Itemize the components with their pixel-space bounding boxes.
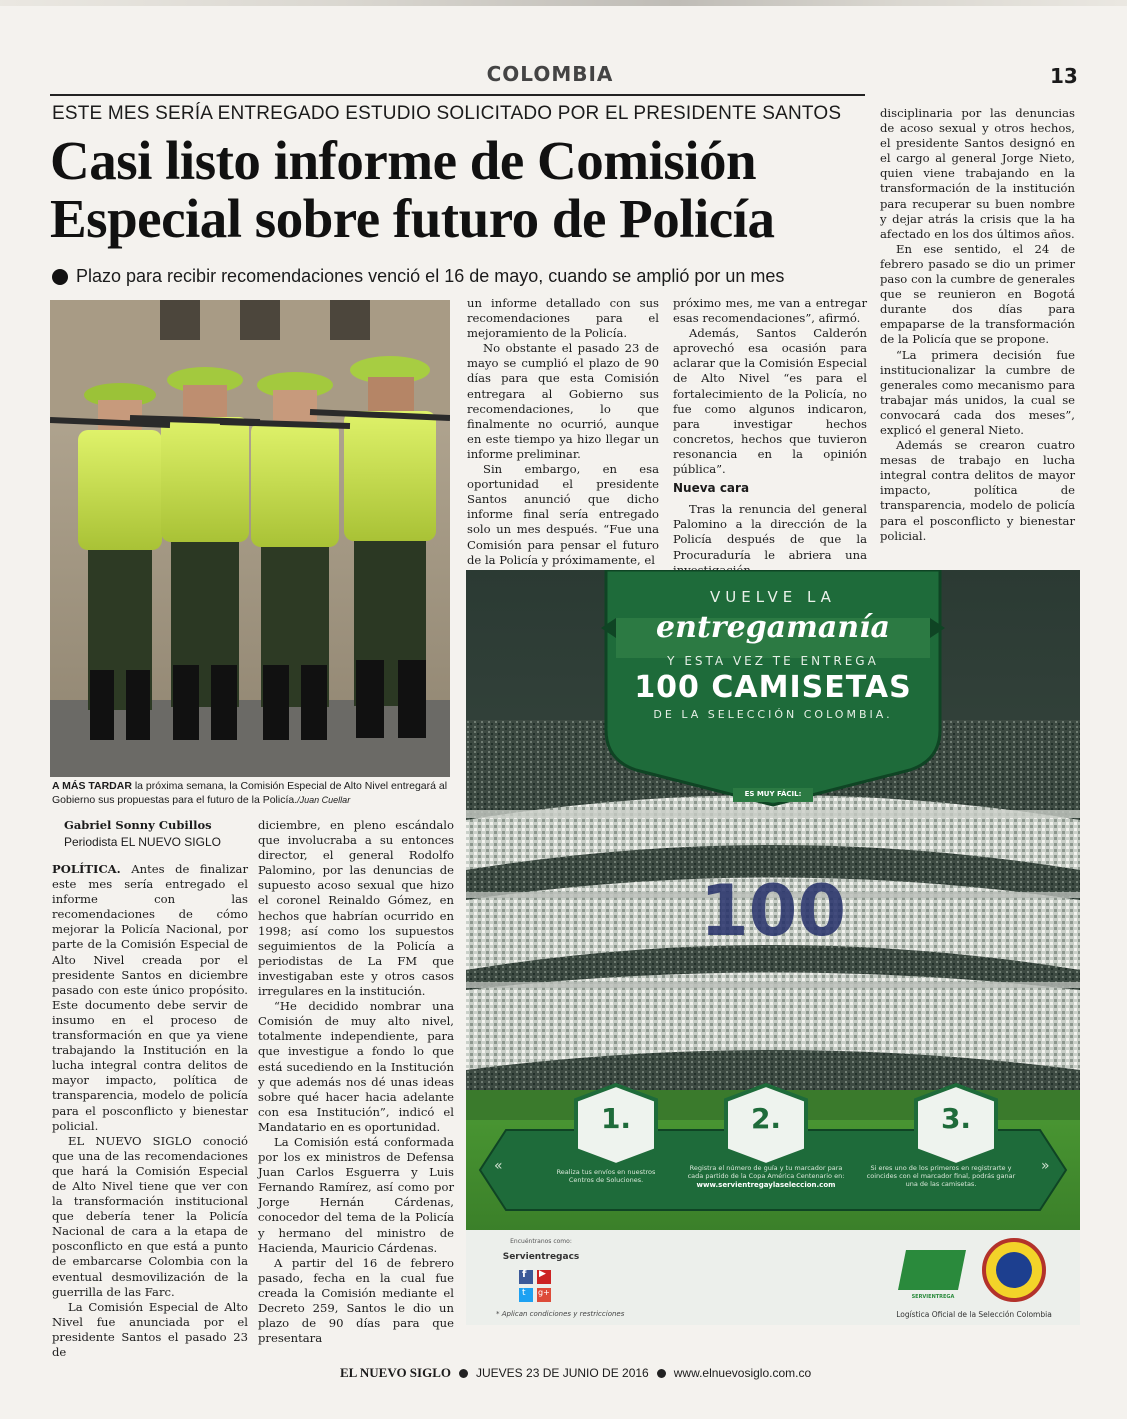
step-2-number: 2. — [750, 1102, 782, 1135]
article-column-2 — [258, 818, 454, 1346]
servientrega-logo: SERVIENTREGA — [911, 1294, 955, 1300]
social-handle: Servientregacs — [502, 1252, 580, 1262]
paragraph: EL NUEVO SIGLO conoció que una de las recomendaciones que hará la Comisión Especial de Alto Nivel tiene que ver con la transformación institucional que debería tener la Policía Nacional de cara a la etapa de posconflicto en que está a punto de embarcarse Colombia con la eventual desmovilización de la guerrilla de las Farc. — [52, 1133, 248, 1299]
paragraph: “He decidido nombrar una Comisión de muy alto nivel, totalmente independiente, para que investigue a fondo lo que está sucediendo en la Institución y que además nos dé unas ideas sobre qué hacer hacia adelante con esa Institución”, indicó el Mandatario en es oportunidad. — [258, 999, 454, 1134]
servientrega-advertisement — [466, 570, 1080, 1325]
article-column-3 — [467, 296, 659, 568]
chevron-right-icon: » — [1041, 1158, 1050, 1174]
paragraph: próximo mes, me van a entregar esas recomendaciones”, afirmó. — [673, 296, 867, 326]
article-headline — [50, 132, 870, 248]
fine-print: * Aplican condiciones y restricciones — [496, 1310, 625, 1318]
article-column-4 — [673, 296, 867, 578]
headline-line-2: Especial sobre futuro de Policía — [50, 188, 775, 249]
article-kicker: ESTE MES SERÍA ENTREGADO ESTUDIO SOLICITADO POR EL PRESIDENTE SANTOS — [52, 103, 842, 124]
paragraph: Sin embargo, en esa oportunidad el presidente Santos anunció que dicho informe final sería entregado solo un mes después. “Fue una Comisión para pensar el futuro de la Policía y próximamente, el — [467, 462, 659, 567]
photo-credit: /Juan Cuellar — [297, 794, 351, 805]
section-name: COLOMBIA — [486, 62, 614, 86]
paragraph: A partir del 16 de febrero pasado, fecha en la cual fue creada la Comisión mediante el Decreto 259, Santos le dio un plazo de 90 días para que presentara — [258, 1255, 454, 1346]
ad-line-4: 100 CAMISETAS — [634, 670, 912, 705]
paragraph: En ese sentido, el 24 de febrero pasado se dio un primer paso con la cumbre de generales que se reunieron en Bogotá durante dos días para empaparse de la transformación de la Policía que se propone. — [880, 241, 1075, 347]
step-1-text: Realiza tus envíos en nuestros Centros de Soluciones. — [556, 1168, 656, 1184]
caption-text: la próxima semana, la Comisión Especial de Alto Nivel entregará al Gobierno sus propuestas para el futuro de la Policía. — [52, 780, 448, 806]
page-footer — [340, 1365, 900, 1381]
subhead-text: Plazo para recibir recomendaciones venció el 16 de mayo, cuando se amplió por un mes — [76, 266, 785, 286]
paragraph: “La primera decisión fue institucionalizar la cumbre de generales como mecanismo para trabajar más unidos, la cual se convocará cada dos meses”, explicó el general Nieto. — [880, 347, 1075, 437]
paragraph: un informe detallado con sus recomendaciones para el mejoramiento de la Policía. — [467, 296, 659, 341]
step-2-url[interactable]: www.servientregaylaseleccion.com — [696, 1181, 836, 1189]
ad-line-5: DE LA SELECCIÓN COLOMBIA. — [653, 708, 893, 721]
step-3-number: 3. — [940, 1102, 972, 1135]
step-2-text: Registra el número de guía y tu marcador para cada partido de la Copa América Centenario en: — [687, 1164, 845, 1180]
paragraph: La Comisión está conformada por los ex ministros de Defensa Juan Carlos Esguerra y Luis Fernando Ramírez, así como por Jorge Hernán Cárdenas, conocedor del tema de la Policía y hermano del ministro de Hacienda, Mauricio Cárdenas. — [258, 1134, 454, 1255]
section-subheading: Nueva cara — [673, 481, 750, 496]
header-rule — [50, 94, 865, 96]
page-number: 13 — [1050, 64, 1078, 88]
paragraph: Además, Santos Calderón aprovechó esa ocasión para aclarar que la Comisión Especial de Alto Nivel “es para el fortalecimiento de la Policía, no fue como algunos indicaron, para investigar hechos concretos, hechos que tuvieron resonancia en la opinión pública”. — [673, 326, 867, 477]
footer-date: JUEVES 23 DE JUNIO DE 2016 — [476, 1366, 649, 1380]
social-pre: Encuéntranos como: — [510, 1238, 572, 1245]
twitter-icon[interactable]: t — [522, 1288, 526, 1298]
photo-illustration — [50, 300, 450, 777]
caption-lead: A MÁS TARDAR — [52, 780, 132, 792]
googleplus-icon[interactable]: g+ — [538, 1288, 550, 1297]
paragraph: La Comisión Especial de Alto Nivel fue anunciada por el presidente Santos el pasado 23 de — [52, 1299, 248, 1359]
chevron-left-icon: « — [494, 1158, 503, 1174]
youtube-icon[interactable]: ▶ — [539, 1269, 546, 1279]
police-parade-photo — [50, 300, 450, 777]
paragraph: No obstante el pasado 23 de mayo se cumplió el plazo de 90 días para que esta Comisión entregara al Gobierno sus recomendaciones, lo que finalmente no ocurrió, aunque en este tiempo ya hizo llegar un informe preliminar. — [467, 341, 659, 461]
easy-label: ES MUY FÁCIL: — [744, 790, 802, 798]
bullet-icon — [52, 269, 68, 285]
paragraph: Tras la renuncia del general Palomino a la dirección de la Policía después de que la Procuraduría le abriera una — [673, 502, 867, 562]
footer-url[interactable]: www.elnuevosiglo.com.co — [673, 1366, 812, 1380]
ad-line-2: entregamanía — [656, 610, 890, 645]
byline-name: Gabriel Sonny Cubillos — [64, 818, 212, 832]
step-3-text: Si eres uno de los primeros en registrarte y coincides con el marcador final, podrás ganar una de las camisetas. — [866, 1164, 1016, 1188]
paragraph: disciplinaria por las denuncias de acoso sexual y otros hechos, el presidente Santos designó en el cargo al general Jorge Nieto, quien viene trabajando en la transformación de la institución para recuperar su buen nombre y dejar atrás la crisis que la ha afectado en los dos últimos años. — [880, 106, 1075, 241]
headline-line-1: Casi listo informe de Comisión — [50, 130, 757, 191]
paragraph: Además se crearon cuatro mesas de trabajo en lucha integral contra delitos de mayor impacto, política de transparencia, modelo de policía para el posconflicto y bienestar policial. — [880, 438, 1075, 543]
bullet-icon — [657, 1369, 666, 1378]
facebook-icon[interactable]: f — [522, 1269, 527, 1280]
paragraph: POLÍTICA. Antes de finalizar este mes sería entregado el informe con las recomendaciones de cómo mejorar la Policía Nacional, por parte de la Comisión Especial de Alto Nivel creada por el presidente Santos en diciembre pasado con este único propósito. Este documento debe servir de insumo en el proceso de transformación en que ya viene trabajando la Institución en la lucha integral contra delitos de mayor impacto, política de transparencia, modelo de policía para el posconflicto y bienestar policial. — [52, 862, 248, 1133]
photo-caption — [52, 780, 452, 807]
ad-line-3: Y ESTA VEZ TE ENTREGA — [667, 654, 879, 668]
official-text: Logística Oficial de la Selección Colombia — [896, 1310, 1052, 1319]
footer-brand: EL NUEVO SIGLO — [340, 1365, 451, 1380]
article-column-5 — [880, 106, 1075, 544]
step-1-number: 1. — [600, 1102, 632, 1135]
article-column-1 — [52, 862, 248, 1360]
byline-role: Periodista EL NUEVO SIGLO — [64, 835, 221, 849]
crowd-number: 100 — [699, 870, 847, 952]
paragraph: diciembre, en pleno escándalo que involucraba a su entonces director, el general Rodolfo Palomino, por las denuncias de supuesto acoso sexual que hizo el coronel Reinaldo Gómez, en hechos que habrían ocurrido en 1998; así como los supuestos seguimientos de la Policía a periodistas de La FM que investigaban este y otros casos irregulares en la institución. — [258, 818, 454, 999]
bullet-icon — [459, 1369, 468, 1378]
scan-edge — [0, 0, 1127, 6]
ad-line-1: VUELVE LA — [710, 588, 836, 606]
article-subhead — [52, 266, 872, 287]
